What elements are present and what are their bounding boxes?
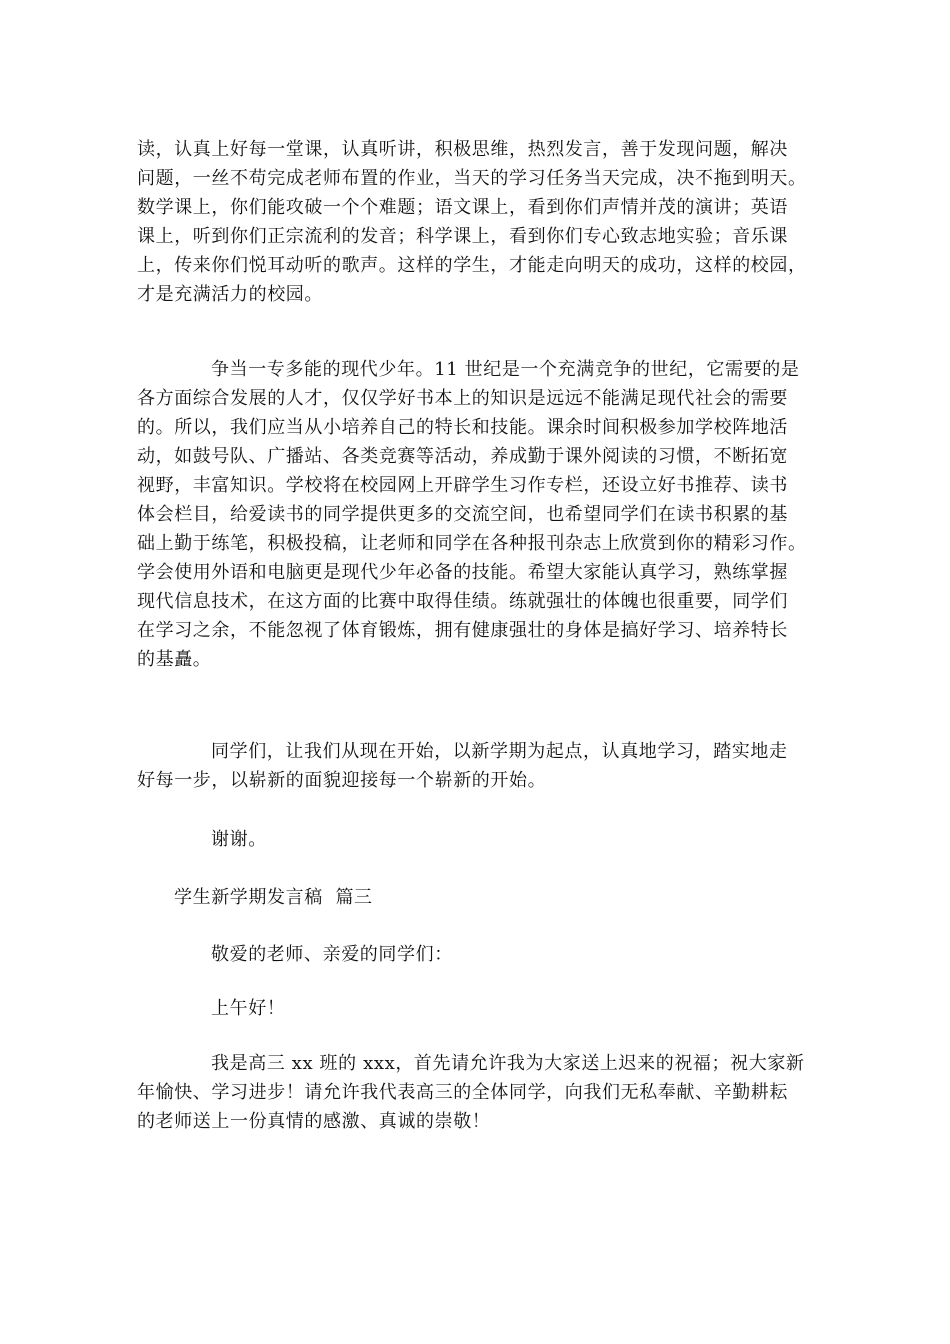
greeting-text: 上午好！: [211, 998, 286, 1019]
paragraph-2-line: 现代信息技术，在这方面的比赛中取得佳绩。练就强壮的体魄也很重要，同学们: [137, 591, 788, 612]
paragraph-2-line: 学会使用外语和电脑更是现代少年必备的技能。希望大家能认真学习，熟练掌握: [137, 562, 788, 583]
paragraph-1: [137, 135, 817, 309]
salutation-text: 敬爱的老师、亲爱的同学们：: [211, 944, 453, 965]
paragraph-3-line: 好每一步，以崭新的面貌迎接每一个崭新的开始。: [137, 770, 547, 791]
paragraph-2-line: 动，如鼓号队、广播站、各类竞赛等活动，养成勤于课外阅读的习惯，不断拓宽: [137, 446, 788, 467]
paragraph-3-line: 同学们，让我们从现在开始，以新学期为起点，认真地学习，踏实地走: [211, 741, 788, 762]
paragraph-2-line: 础上勤于练笔，积极投稿，让老师和同学在各种报刊杂志上欣赏到你的精彩习作。: [137, 533, 807, 554]
paragraph-4-line: 年愉快、学习进步！请允许我代表高三的全体同学，向我们无私奉献、辛勤耕耘: [137, 1082, 788, 1103]
paragraph-1-line: 上，传来你们悦耳动听的歌声。这样的学生，才能走向明天的成功，这样的校园，: [137, 255, 807, 276]
paragraph-1-line: 问题，一丝不苟完成老师布置的作业，当天的学习任务当天完成，决不拖到明天。: [137, 168, 807, 189]
paragraph-1-line: 课上，听到你们正宗流利的发音；科学课上，看到你们专心致志地实验；音乐课: [137, 226, 788, 247]
paragraph-1-line: 才是充满活力的校园。: [137, 284, 323, 305]
paragraph-2-line: 争当一专多能的现代少年。11 世纪是一个充满竞争的世纪，它需要的是: [211, 359, 800, 380]
paragraph-4-line: 的老师送上一份真情的感激、真诚的崇敬！: [137, 1111, 491, 1132]
paragraph-2-line: 的基矗。: [137, 649, 212, 670]
paragraph-1-line: 数学课上，你们能攻破一个个难题；语文课上，看到你们声情并茂的演讲；英语: [137, 197, 788, 218]
salutation: [137, 940, 817, 969]
thanks-text: 谢谢。: [211, 829, 267, 850]
paragraph-4-line: 我是高三 xx 班的 xxx，首先请允许我为大家送上迟来的祝福；祝大家新: [211, 1053, 805, 1074]
paragraph-2: [137, 355, 817, 674]
thanks-line: [137, 825, 817, 854]
paragraph-2-line: 各方面综合发展的人才，仅仅学好书本上的知识是远远不能满足现代社会的需要: [137, 388, 788, 409]
section-heading: [137, 883, 817, 912]
section-heading-text: 学生新学期发言稿 篇三: [174, 887, 373, 908]
paragraph-2-line: 视野，丰富知识。学校将在校园网上开辟学生习作专栏，还设立好书推荐、读书: [137, 475, 788, 496]
paragraph-2-line: 在学习之余，不能忽视了体育锻炼，拥有健康强壮的身体是搞好学习、培养特长: [137, 620, 788, 641]
paragraph-2-line: 的。所以，我们应当从小培养自己的特长和技能。课余时间积极参加学校阵地活: [137, 417, 788, 438]
greeting: [137, 994, 817, 1023]
paragraph-3: [137, 737, 817, 795]
paragraph-1-line: 读，认真上好每一堂课，认真听讲，积极思维，热烈发言，善于发现问题，解决: [137, 139, 788, 160]
paragraph-2-line: 体会栏目，给爱读书的同学提供更多的交流空间，也希望同学们在读书积累的基: [137, 504, 788, 525]
paragraph-4: [137, 1049, 817, 1136]
